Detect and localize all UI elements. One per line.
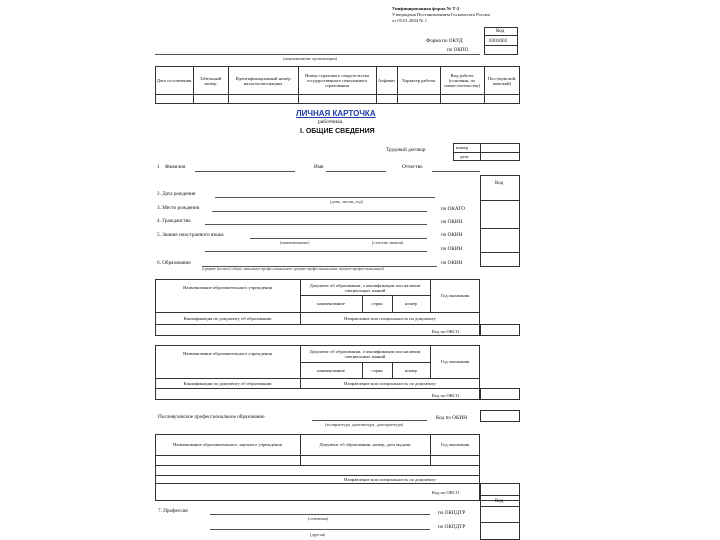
citizenship-code: по ОКИН bbox=[441, 219, 463, 225]
education-label: 6. Образование bbox=[157, 260, 191, 266]
language-code-2: по ОКИН bbox=[441, 246, 463, 252]
postgrad-code: Код по ОКИН bbox=[436, 415, 467, 421]
col-alphabet: Алфавит bbox=[377, 78, 396, 83]
profession-caption-1: (основная) bbox=[308, 516, 329, 521]
birth-place-code: по ОКАТО bbox=[441, 206, 466, 212]
edu2-col-doc-name: наименование bbox=[317, 367, 345, 373]
form-header-line2: Утверждена Постановлением Госкомстата России bbox=[392, 12, 490, 17]
postgrad-label: Послевузовское профессиональное образование bbox=[158, 414, 265, 420]
fio-num: 1 bbox=[157, 164, 160, 170]
fio-first: Имя bbox=[314, 164, 324, 170]
pg-col-doc: Документ об образовании, номер, дата выдачи bbox=[319, 442, 411, 447]
col-snils: Номер страхового свидетельства государственного пенсионного страхования bbox=[304, 73, 370, 88]
fio-last: Фамилия bbox=[165, 164, 186, 170]
pg-spec: Направление или специальность по документу bbox=[344, 477, 436, 482]
birth-date-caption: (день, месяц, год) bbox=[330, 199, 363, 204]
pg-col-year: Год окончания bbox=[440, 442, 470, 447]
edu2-col-doc: Документ об образовании, о квалификации или наличии специальных знаний bbox=[309, 349, 421, 359]
col-sex: Пол (мужской, женский) bbox=[487, 75, 517, 86]
profession-code-1: по ОКПДТР bbox=[438, 510, 466, 516]
language-label: 5. Знание иностранного языка bbox=[157, 232, 224, 238]
pg-okso: Код по ОКСО bbox=[432, 490, 460, 495]
contract-label: Трудовой договор bbox=[386, 147, 426, 153]
edu1-col-doc: Документ об образовании, о квалификации или наличии специальных знаний bbox=[309, 282, 421, 293]
fio-middle: Отчество bbox=[402, 164, 423, 170]
card-subtitle: работника bbox=[318, 119, 343, 125]
language-caption-name: (наименование) bbox=[280, 240, 310, 245]
codes-kod: Код bbox=[496, 28, 505, 34]
edu1-spec: Направление или специальность по документу bbox=[344, 316, 436, 321]
birth-date-label: 2. Дата рождения bbox=[157, 191, 196, 197]
citizenship-label: 4. Гражданство bbox=[157, 218, 191, 224]
profession-label: 7. Профессия bbox=[158, 508, 188, 514]
col-date: Дата составления bbox=[156, 78, 192, 83]
info-kod: Код bbox=[495, 180, 504, 186]
okud-value: 0301002 bbox=[489, 38, 508, 44]
col-work-type: Вид работы (основная, по совместительству) bbox=[443, 73, 481, 88]
edu2-spec: Направление или специальность по документу bbox=[344, 381, 436, 386]
edu1-col-year: Год окончания bbox=[440, 293, 470, 298]
language-caption-level: (степень знания) bbox=[372, 240, 404, 245]
contract-number: номер bbox=[456, 145, 468, 150]
language-code-1: по ОКИН bbox=[441, 232, 463, 238]
section-title: I. ОБЩИЕ СВЕДЕНИЯ bbox=[300, 128, 375, 135]
col-tabnum: Табельный номер bbox=[199, 75, 222, 86]
edu1-col-series: серия bbox=[371, 301, 383, 306]
info-codes-box bbox=[480, 175, 520, 267]
form-header-line3: от 05.01.2004 № 1 bbox=[392, 18, 428, 23]
edu2-qual: Квалификация по документу об образовании bbox=[183, 381, 272, 386]
org-caption: (наименование организации) bbox=[283, 56, 338, 61]
contract-date: дата bbox=[460, 154, 469, 159]
birth-place-label: 3. Место рождения bbox=[157, 205, 200, 211]
edu1-col-number: номер bbox=[405, 301, 417, 306]
postgrad-caption: (аспирантура, адъюнктура, докторантура) bbox=[325, 422, 404, 427]
edu1-qual: Квалификация по документу об образовании bbox=[183, 316, 272, 321]
edu2-col-series: серия bbox=[371, 367, 383, 373]
okpo-label: по ОКПО bbox=[447, 47, 469, 53]
okud-label: Форма по ОКУД bbox=[426, 38, 463, 44]
edu2-col-number: номер bbox=[405, 367, 417, 373]
profession-kod: Код bbox=[495, 498, 504, 504]
edu2-col-inst: Наименование образовательного учреждения bbox=[183, 350, 272, 356]
edu2-okso: Код по ОКСО bbox=[432, 393, 460, 398]
education-caption: (среднее (полное) общее, начальное профессиональное, среднее профессиональное, высшее профессиональное) bbox=[202, 267, 385, 271]
profession-code-2: по ОКПДТР bbox=[438, 524, 466, 530]
pg-col-inst: Наименование образовательного, научного учреждения bbox=[173, 442, 282, 447]
card-title: ЛИЧНАЯ КАРТОЧКА bbox=[296, 109, 376, 118]
profession-caption-2: (другая) bbox=[310, 532, 326, 537]
col-inn: Идентификационный номер налогоплательщика bbox=[235, 75, 291, 86]
education-code: по ОКИН bbox=[441, 260, 463, 266]
edu2-col-year: Год окончания bbox=[440, 359, 470, 364]
edu1-okso: Код по ОКСО bbox=[432, 329, 460, 334]
form-header-line1: Унифицированная форма № Т-2 bbox=[392, 6, 460, 11]
edu1-col-inst: Наименование образовательного учреждения bbox=[183, 284, 272, 290]
col-work-nature: Характер работы bbox=[401, 78, 436, 83]
edu1-col-doc-name: наименование bbox=[317, 301, 345, 306]
